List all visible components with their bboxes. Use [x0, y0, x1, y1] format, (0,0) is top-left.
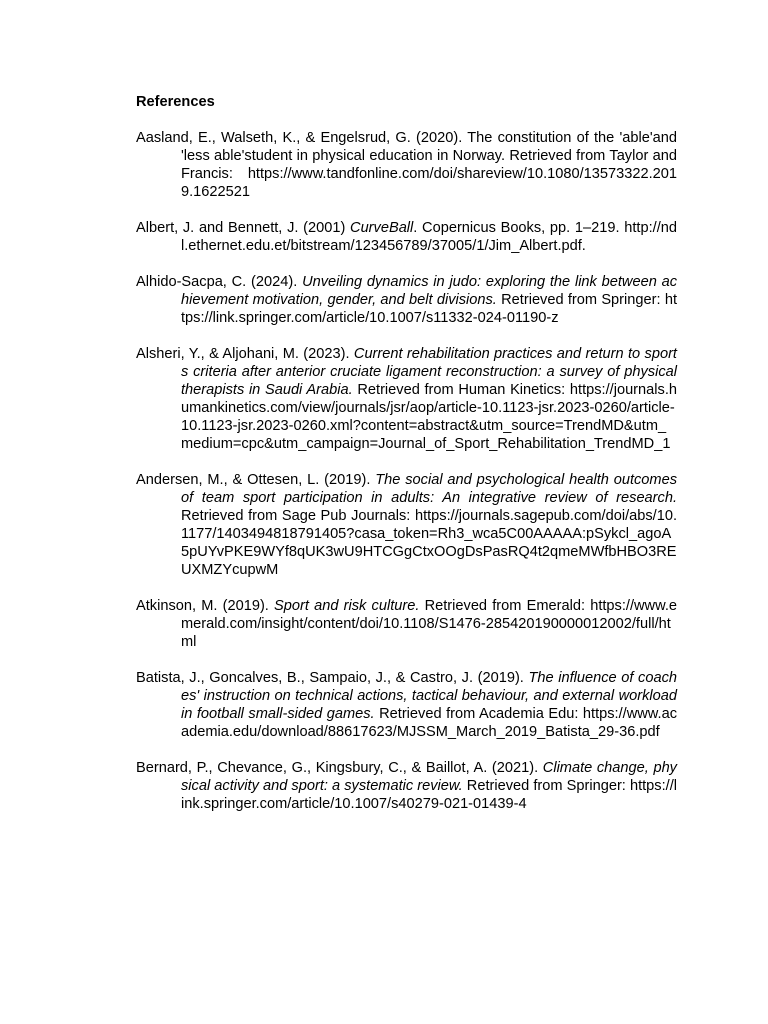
reference-source: Retrieved from Human Kinetics: — [352, 382, 570, 398]
reference-source: Retrieved from Springer: — [462, 778, 630, 794]
reference-authors: Bernard, P., Chevance, G., Kingsbury, C., & Baillot, A. (2021). — [136, 760, 543, 776]
reference-entry — [136, 345, 677, 453]
reference-url[interactable]: http://ndl.ethernet.edu.et/bitstream/123456789/37005/1/Jim_Albert.pdf. — [181, 220, 677, 254]
reference-entry — [136, 219, 677, 255]
reference-entry — [136, 759, 677, 813]
reference-title: Current rehabilitation practices and return to sports criteria after anterior cruciate ligament reconstruction: a survey of physical therapists in Saudi Arabia. — [181, 346, 677, 398]
reference-source: Retrieved from Springer: — [496, 292, 665, 308]
reference-source: Retrieved from Emerald: — [419, 598, 591, 614]
reference-title: The social and psychological health outcomes of team sport participation in adults: An integrative review of research. — [181, 472, 677, 506]
reference-url[interactable]: https://www.tandfonline.com/doi/shareview/10.1080/13573322.2019.1622521 — [181, 166, 677, 200]
reference-authors: Batista, J., Goncalves, B., Sampaio, J., & Castro, J. (2019). — [136, 670, 529, 686]
reference-url[interactable]: https://journals.humankinetics.com/view/journals/jsr/aop/article-10.1123-jsr.2023-0260/article-10.1123-jsr.2023-0260.xml?content=abstract&utm_source=TrendMD&utm_medium=cpc&utm_campaign=Journal_of_Sport_Rehabilitation_TrendMD_1 — [181, 382, 677, 452]
reference-url[interactable]: https://www.emerald.com/insight/content/doi/10.1108/S1476-285420190000012002/full/html — [181, 598, 677, 650]
reference-authors: Aasland, E., Walseth, K., & Engelsrud, G. (2020). — [136, 130, 468, 146]
reference-authors: Alsheri, Y., & Aljohani, M. (2023). — [136, 346, 354, 362]
reference-url[interactable]: https://journals.sagepub.com/doi/abs/10.1177/1403494818791405?casa_token=Rh3_wca5C00AAAAA:pSykcl_agoA5pUYvPKE9WYf8qUK3wU9HTCGgCtxOOgDsPasRQ4t2qmeMWfbHBO3REUXMZYcupwM — [181, 508, 677, 578]
reference-authors: Andersen, M., & Ottesen, L. (2019). — [136, 472, 376, 488]
reference-title: Unveiling dynamics in judo: exploring the link between achievement motivation, gender, and belt divisions. — [181, 274, 678, 308]
reference-url[interactable]: https://www.academia.edu/download/88617623/MJSSM_March_2019_Batista_29-36.pdf — [181, 706, 677, 740]
reference-entry — [136, 597, 677, 651]
reference-source: Retrieved from Academia Edu: — [374, 706, 583, 722]
reference-title: CurveBall — [350, 220, 414, 236]
document-page — [136, 93, 677, 831]
reference-entry — [136, 669, 677, 741]
reference-title: Climate change, physical activity and sport: a systematic review. — [181, 760, 677, 794]
reference-authors: Albert, J. and Bennett, J. (2001) — [136, 220, 351, 236]
reference-entry — [136, 471, 677, 579]
references-heading: References — [136, 94, 215, 110]
reference-authors: Alhido-Sacpa, C. (2024). — [136, 274, 303, 290]
reference-url[interactable]: https://link.springer.com/article/10.1007/s11332-024-01190-z — [181, 292, 677, 326]
reference-title: Sport and risk culture. — [274, 598, 420, 614]
reference-entry — [136, 129, 677, 201]
reference-authors: Atkinson, M. (2019). — [136, 598, 275, 614]
reference-source: . Copernicus Books, pp. 1–219. — [413, 220, 625, 236]
reference-source: Retrieved from Sage Pub Journals: — [181, 508, 415, 524]
reference-title: The influence of coaches' instruction on technical actions, tactical behaviour, and external workload in football small-sided games. — [181, 670, 677, 722]
reference-source: The constitution of the 'able'and 'less able'student in physical education in Norway. Retrieved from Taylor and Francis: — [181, 130, 677, 182]
reference-entry — [136, 273, 677, 327]
reference-url[interactable]: https://link.springer.com/article/10.1007/s40279-021-01439-4 — [181, 778, 677, 812]
